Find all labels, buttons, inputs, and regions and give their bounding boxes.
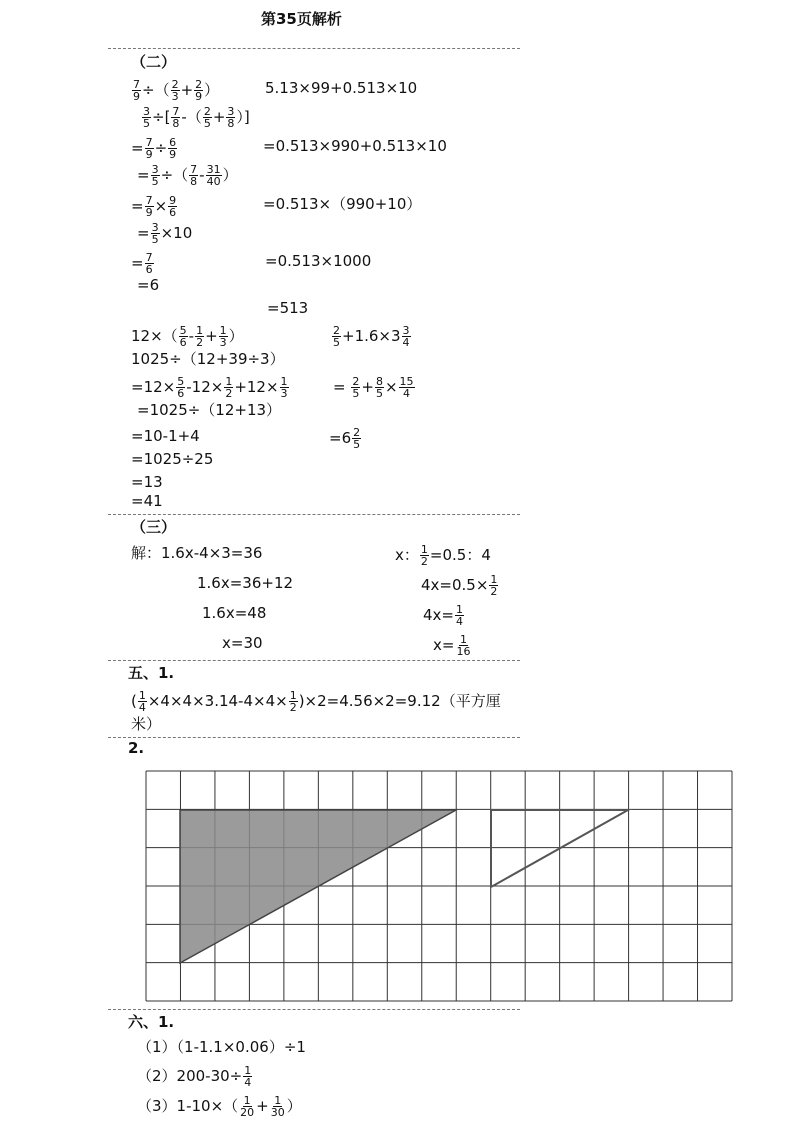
expr-line: =0.513×1000	[265, 252, 372, 270]
expr-line: = $\frac{2}{5}$ + $\frac{8}{5}$ × $\frac{15}{4}$	[333, 375, 414, 400]
equation-line: 4x=0.5× $\frac{1}{2}$	[421, 573, 498, 598]
answer-line: 米）	[131, 715, 162, 733]
expr-line: = $\frac{3}{5}$ ÷（ $\frac{7}{8}$ - $\frac{31}{40}$ ）	[137, 163, 238, 188]
expr-line: =0.513×990+0.513×10	[263, 137, 447, 155]
divider	[108, 514, 520, 515]
equation-line: 1.6x=48	[202, 604, 267, 622]
expr-line: = $\frac{3}{5}$ ×10	[137, 221, 193, 246]
answer-line: （1）（1-1.1×0.06）÷1	[137, 1038, 306, 1056]
divider	[108, 48, 520, 49]
expr-line: =513	[267, 299, 309, 317]
expr-line: 12×（ $\frac{5}{6}$ - $\frac{1}{2}$ + $\frac{1}{3}$ ）	[131, 324, 244, 349]
expr-line: 5.13×99+0.513×10	[265, 79, 418, 97]
equation-line: x： $\frac{1}{2}$ =0.5：4	[395, 543, 491, 568]
section-3-label: （三）	[131, 518, 177, 536]
expr-line: =0.513×（990+10）	[263, 195, 422, 213]
expr-line: $\frac{2}{5}$ +1.6×3 $\frac{3}{4}$	[333, 324, 410, 349]
expr-line: $\frac{7}{9}$ ÷（ $\frac{2}{3}$ + $\frac{2}{9}$ ）	[133, 78, 220, 103]
answer-line: （3）1-10×（ $\frac{1}{20}$ + $\frac{1}{30}$ ）	[137, 1094, 302, 1119]
expr-line: = $\frac{7}{9}$ ÷ $\frac{6}{9}$	[131, 136, 177, 161]
expr-line: =41	[131, 492, 163, 510]
section-2-label: （二）	[131, 53, 177, 71]
grid-figure	[140, 765, 740, 1010]
expr-line: =1025÷（12+13）	[137, 401, 282, 419]
equation-line: x= $\frac{1}{16}$	[433, 633, 471, 658]
expr-line: $\frac{3}{5}$ ÷[ $\frac{7}{8}$ -（ $\frac{2}{5}$ + $\frac{3}{8}$ ）]	[143, 105, 250, 130]
answer-line: ( $\frac{1}{4}$ ×4×4×3.14-4×4× $\frac{1}{2}$ )×2=4.56×2=9.12（平方厘	[131, 689, 501, 714]
equation-line: 1.6x=36+12	[197, 574, 294, 592]
expr-line: =6 $\frac{2}{5}$	[329, 426, 361, 451]
equation-line: 解：1.6x-4×3=36	[131, 544, 263, 562]
section-6-label: 六、1.	[128, 1013, 175, 1031]
expr-line: =6	[137, 276, 160, 294]
answer-line: （2）200-30÷ $\frac{1}{4}$	[137, 1064, 252, 1089]
expr-line: =10-1+4	[131, 427, 200, 445]
page-title: 第35页解析	[261, 10, 342, 28]
expr-line: = $\frac{7}{6}$	[131, 251, 153, 276]
divider	[108, 737, 520, 738]
equation-line: x=30	[222, 634, 263, 652]
expr-line: =13	[131, 473, 163, 491]
equation-line: 4x= $\frac{1}{4}$	[423, 603, 463, 628]
divider	[108, 660, 520, 661]
section-5-label: 五、1.	[128, 664, 175, 682]
expr-line: 1025÷（12+39÷3）	[131, 350, 285, 368]
section-5-2-label: 2.	[128, 739, 145, 757]
expr-line: =12× $\frac{5}{6}$ -12× $\frac{1}{2}$ +12× $\frac{1}{3}$	[131, 375, 288, 400]
expr-line: = $\frac{7}{9}$ × $\frac{9}{6}$	[131, 194, 177, 219]
expr-line: =1025÷25	[131, 450, 214, 468]
divider	[108, 1009, 520, 1010]
